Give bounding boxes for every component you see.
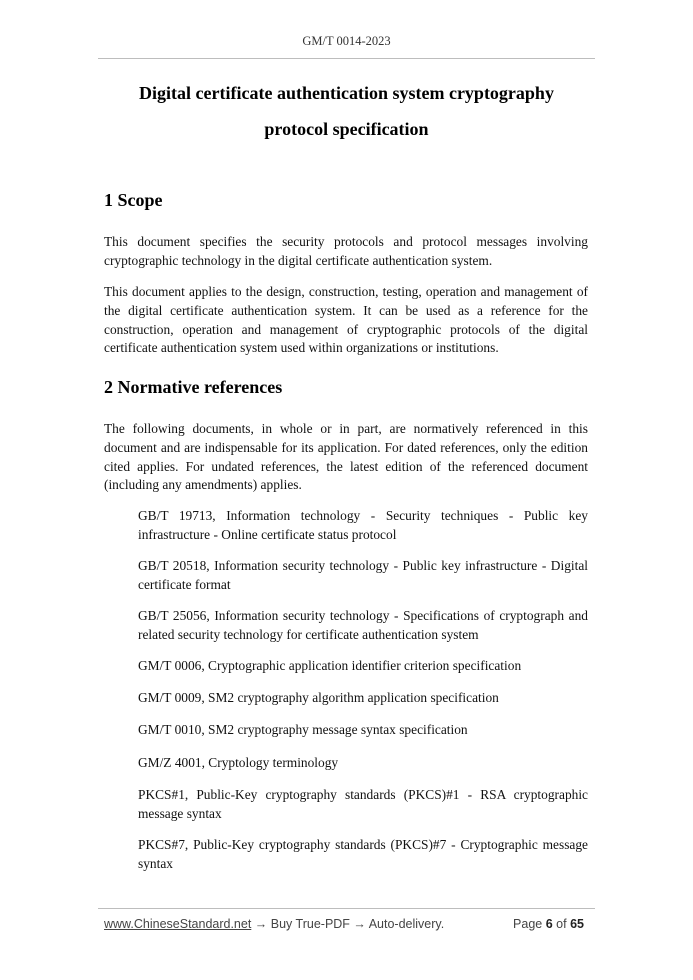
reference-item: GM/T 0006, Cryptographic application identifier criterion specification <box>138 658 522 673</box>
scope-paragraph-2: This document applies to the design, construction, testing, operation and management of the digital certificate authentication system. It can be used as a reference for the construction, operation and management of cryptographic protocols of the digital certificate authentication system used within organizations or institutions. <box>104 284 588 356</box>
page-number <box>513 917 584 931</box>
site-link[interactable]: www.ChineseStandard.net <box>104 917 252 931</box>
reference-item: PKCS#7, Public-Key cryptography standards (PKCS)#7 - Cryptographic message syntax <box>138 837 588 871</box>
section-heading-scope: 1 Scope <box>104 190 163 210</box>
scope-paragraph-1: This document specifies the security protocols and protocol messages involving cryptographic technology in the digital certificate authentication system. <box>104 234 588 268</box>
current-page-number: 6 <box>545 917 553 931</box>
document-title-line-1: Digital certificate authentication system cryptography <box>139 83 554 103</box>
page-word: Page <box>513 917 543 931</box>
footer-promo <box>104 917 444 931</box>
reference-item: GB/T 25056, Information security technology - Specifications of cryptograph and related security technology for certificate authentication system <box>138 608 588 642</box>
header-divider <box>98 58 595 59</box>
reference-item: GM/T 0010, SM2 cryptography message syntax specification <box>138 722 468 737</box>
reference-item: GB/T 20518, Information security technology - Public key infrastructure - Digital certificate format <box>138 558 588 592</box>
reference-item: GM/T 0009, SM2 cryptography algorithm application specification <box>138 690 499 705</box>
reference-item: GM/Z 4001, Cryptology terminology <box>138 755 339 770</box>
total-page-number: 65 <box>570 917 584 931</box>
document-title-line-2: protocol specification <box>264 119 429 139</box>
reference-item: GB/T 19713, Information technology - Security techniques - Public key infrastructure - Online certificate status protocol <box>138 508 588 542</box>
page-footer <box>104 917 588 935</box>
page-of-word: of <box>556 917 567 931</box>
footer-divider <box>98 908 595 909</box>
running-header: GM/T 0014-2023 <box>302 34 391 48</box>
reference-item: PKCS#1, Public-Key cryptography standards (PKCS)#1 - RSA cryptographic message syntax <box>138 787 588 821</box>
normative-references-intro: The following documents, in whole or in part, are normatively referenced in this document and are indispensable for its application. For dated references, only the edition cited applies. For undated references, the latest edition of the referenced document (including any amendments) applies. <box>104 421 588 493</box>
footer-tagline: → Buy True-PDF → Auto-delivery. <box>251 917 445 931</box>
section-heading-normative-references: 2 Normative references <box>104 377 283 397</box>
